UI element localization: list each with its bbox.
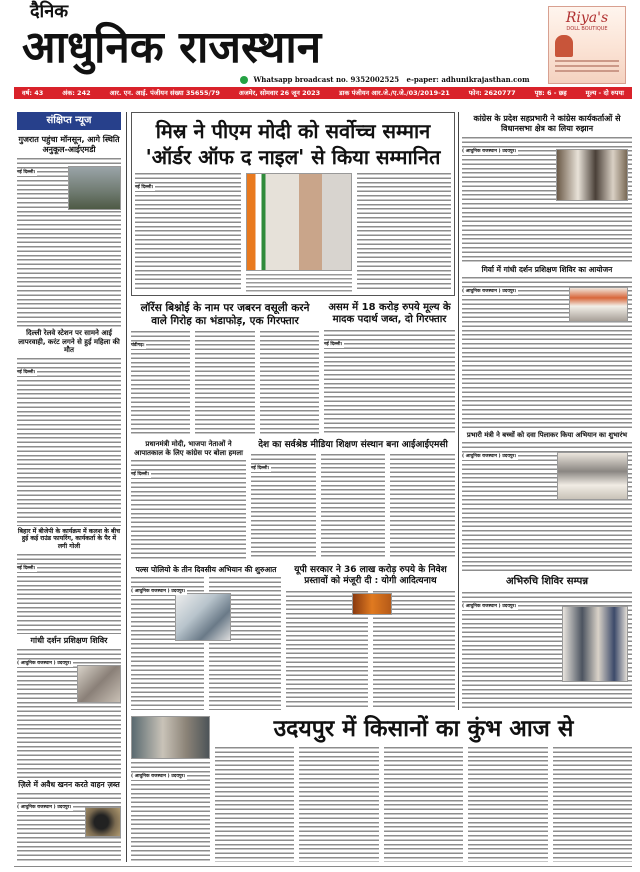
story-body [17, 358, 121, 526]
whatsapp-number: Whatsapp broadcast no. 9352002525 [253, 75, 400, 84]
contact-line [240, 75, 530, 85]
story-body [462, 442, 632, 574]
story-headline[interactable]: देश का सर्वश्रेष्ठ मीडिया शिक्षण संस्थान बना आईआईएमसी [258, 439, 448, 450]
story-body [462, 137, 632, 263]
polio-campaign-photo [557, 452, 628, 500]
dateline: ( आधुनिक राजस्थान ) उदयपुर। [17, 804, 72, 810]
phone: फोन: 2620777 [468, 89, 516, 97]
story-headline[interactable]: कांग्रेस के प्रदेश सहप्रभारी ने कांग्रेस कार्यकर्ताओं से विधानसभा क्षेत्र का लिया रुझान [473, 114, 621, 133]
polio-drops-photo [175, 593, 231, 641]
hobby-camp-photo [562, 606, 628, 682]
news-story [251, 438, 455, 559]
news-story [462, 263, 632, 429]
story-headline[interactable]: असम में 18 करोड़ रुपये मूल्य के मादक पदार्थ जब्त, दो गिरफ्तार [328, 301, 451, 326]
masthead-prefix: दैनिक [30, 1, 69, 22]
dateline: ( आधुनिक राजस्थान ) उदयपुर। [462, 603, 517, 609]
rni-number: आर. एन. आई. पंजीयन संख्या 35655/79 [109, 89, 220, 97]
lead-story-box [131, 112, 455, 296]
news-story [17, 778, 121, 862]
dateline: ( आधुनिक राजस्थान ) उदयपुर। [131, 774, 186, 779]
ad-subtitle: DOLL BOUTIQUE [566, 26, 608, 32]
left-column [17, 112, 121, 862]
story-body [468, 747, 547, 862]
story-headline[interactable]: गिर्वा में गांधी दर्शन प्रशिक्षण शिविर का आयोजन [481, 264, 613, 274]
udaipur-story [215, 714, 632, 862]
story-headline[interactable]: दिल्ली रेलवे स्टेशन पर सामने आई लापरवाही, करंट लगने से हुई महिला की मौत [18, 328, 120, 355]
right-column [462, 112, 632, 710]
story-body [324, 330, 455, 434]
seized-vehicle-photo [85, 807, 121, 837]
story-headline[interactable]: प्रभारी मंत्री ने बच्चों को दवा पिलाकर किया अभियान का शुभारंभ [466, 430, 628, 439]
story-headline[interactable]: गांधी दर्शन प्रशिक्षण शिविर [30, 636, 108, 646]
story-body [299, 747, 378, 862]
gandhi-camp-photo [569, 287, 628, 322]
pages: पृष्ठ: 6 - छह [534, 89, 567, 97]
story-body [215, 747, 294, 862]
news-story [131, 438, 246, 559]
story-headline[interactable]: गुजरात पहुंचा मॉनसून, आगे स्थिति अनुकूल-आईएमडी [18, 135, 120, 154]
issue: अंक: 242 [62, 89, 91, 97]
story-body [17, 158, 121, 327]
lead-headline[interactable]: मिस्र ने पीएम मोदी को सर्वोच्च सम्मान 'ऑर्डर ऑफ द नाइल' से किया सम्मानित [145, 119, 441, 169]
news-story [462, 429, 632, 575]
page-bottom-rule [14, 866, 632, 867]
news-story [17, 133, 121, 327]
date: अजमेर, सोमवार 26 जून 2023 [238, 89, 321, 97]
news-story [17, 634, 121, 778]
epaper-link[interactable]: e-paper: adhunikrajasthan.com [406, 75, 530, 84]
news-story [462, 574, 632, 710]
dateline: नई दिल्ली। [131, 472, 150, 478]
udaipur-headline[interactable]: उदयपुर में किसानों का कुंभ आज से [273, 716, 574, 742]
story-row [131, 300, 455, 434]
news-story [17, 327, 121, 526]
story-body [553, 747, 632, 862]
dateline: नई दिल्ली। [17, 170, 36, 175]
story-row [131, 563, 455, 710]
story-body [390, 454, 455, 559]
news-story [324, 300, 455, 434]
lead-body [357, 173, 451, 292]
story-body [17, 793, 121, 862]
news-story [462, 112, 632, 263]
dateline: ( आधुनिक राजस्थान ) उदयपुर। [17, 661, 72, 667]
info-bar [14, 87, 632, 99]
story-headline[interactable]: पल्स पोलियो के तीन दिवसीय अभियान की शुरुआत [135, 565, 277, 575]
lead-photo-block [246, 173, 352, 292]
news-story [286, 563, 455, 710]
story-body [17, 554, 121, 635]
dateline: नई दिल्ली। [17, 370, 36, 376]
dateline: नई दिल्ली। [251, 466, 270, 472]
story-headline[interactable]: ज़िले में अवैध खनन करते वाहन ज़ब्त [18, 780, 120, 790]
dateline: चंडीगढ़। [131, 343, 145, 349]
story-body [131, 460, 246, 559]
year: वर्ष: 43 [22, 89, 44, 97]
dateline: ( आधुनिक राजस्थान ) उदयपुर। [131, 589, 186, 595]
story-body [384, 747, 463, 862]
ad-brand: Riya's [565, 10, 609, 26]
story-body [462, 592, 632, 710]
story-headline[interactable]: प्रधानमंत्री मोदी, भाजपा नेताओं ने आपातकाल के लिए कांग्रेस पर बोला हमला [134, 439, 243, 457]
dateline: नई दिल्ली। [135, 185, 154, 190]
advertisement[interactable] [548, 6, 626, 84]
ad-figure-image [555, 35, 573, 57]
dateline: नई दिल्ली। [324, 341, 343, 347]
story-body [251, 454, 316, 559]
column-divider [126, 112, 127, 862]
newspaper-title: आधुनिक राजस्थान [22, 22, 322, 73]
story-body [195, 331, 254, 434]
main-column [131, 112, 455, 710]
news-story [17, 526, 121, 635]
column-divider [458, 112, 459, 710]
story-body [131, 762, 210, 862]
yogi-adityanath-photo [352, 593, 392, 615]
pm-modi-photo [246, 173, 352, 271]
story-body [260, 331, 319, 434]
story-headline[interactable]: अभिरुचि शिविर सम्पन्न [505, 576, 589, 588]
dateline: ( आधुनिक राजस्थान ) उदयपुर। [462, 149, 517, 154]
story-headline[interactable]: बिहार में बीजेपी के कार्यक्रम में कलश के बीच हुई कई राउंड फायरिंग, कार्यकर्ता के पैर में लगी गोली [17, 527, 121, 551]
dateline: ( आधुनिक राजस्थान ) उदयपुर। [462, 453, 517, 459]
dateline: नई दिल्ली। [17, 565, 36, 571]
story-body [462, 277, 632, 428]
postal-registration: डाक पंजीयन आर.जे./ए.जे./03/2019-21 [339, 89, 450, 97]
monsoon-photo [68, 166, 121, 210]
polio-continuation [131, 716, 210, 862]
story-headline[interactable]: यूपी सरकार ने 36 लाख करोड़ रुपये के निवेश प्रस्तावों को मंजूरी दी : योगी आदित्यनाथ [294, 565, 447, 587]
photo-caption [246, 274, 352, 292]
whatsapp-icon [240, 76, 248, 84]
story-body [17, 649, 121, 778]
farmers-meeting-photo [131, 716, 210, 759]
story-row [131, 438, 455, 559]
news-story [131, 563, 281, 710]
congress-meeting-photo [556, 149, 628, 201]
news-story [131, 300, 319, 434]
section-title: संक्षिप्त न्यूज [17, 112, 121, 130]
story-body [131, 331, 190, 434]
story-headline[interactable]: लॉरेंस बिश्नोई के नाम पर जबरन वसूली करने वाले गिरोह का भंडाफोड़, एक गिरफ्तार [140, 301, 310, 327]
training-camp-photo [77, 665, 121, 703]
story-body [321, 454, 386, 559]
dateline: ( आधुनिक राजस्थान ) उदयपुर। [462, 289, 517, 295]
price: मूल्य - दो रुपया [585, 89, 624, 97]
lead-body [135, 173, 241, 292]
